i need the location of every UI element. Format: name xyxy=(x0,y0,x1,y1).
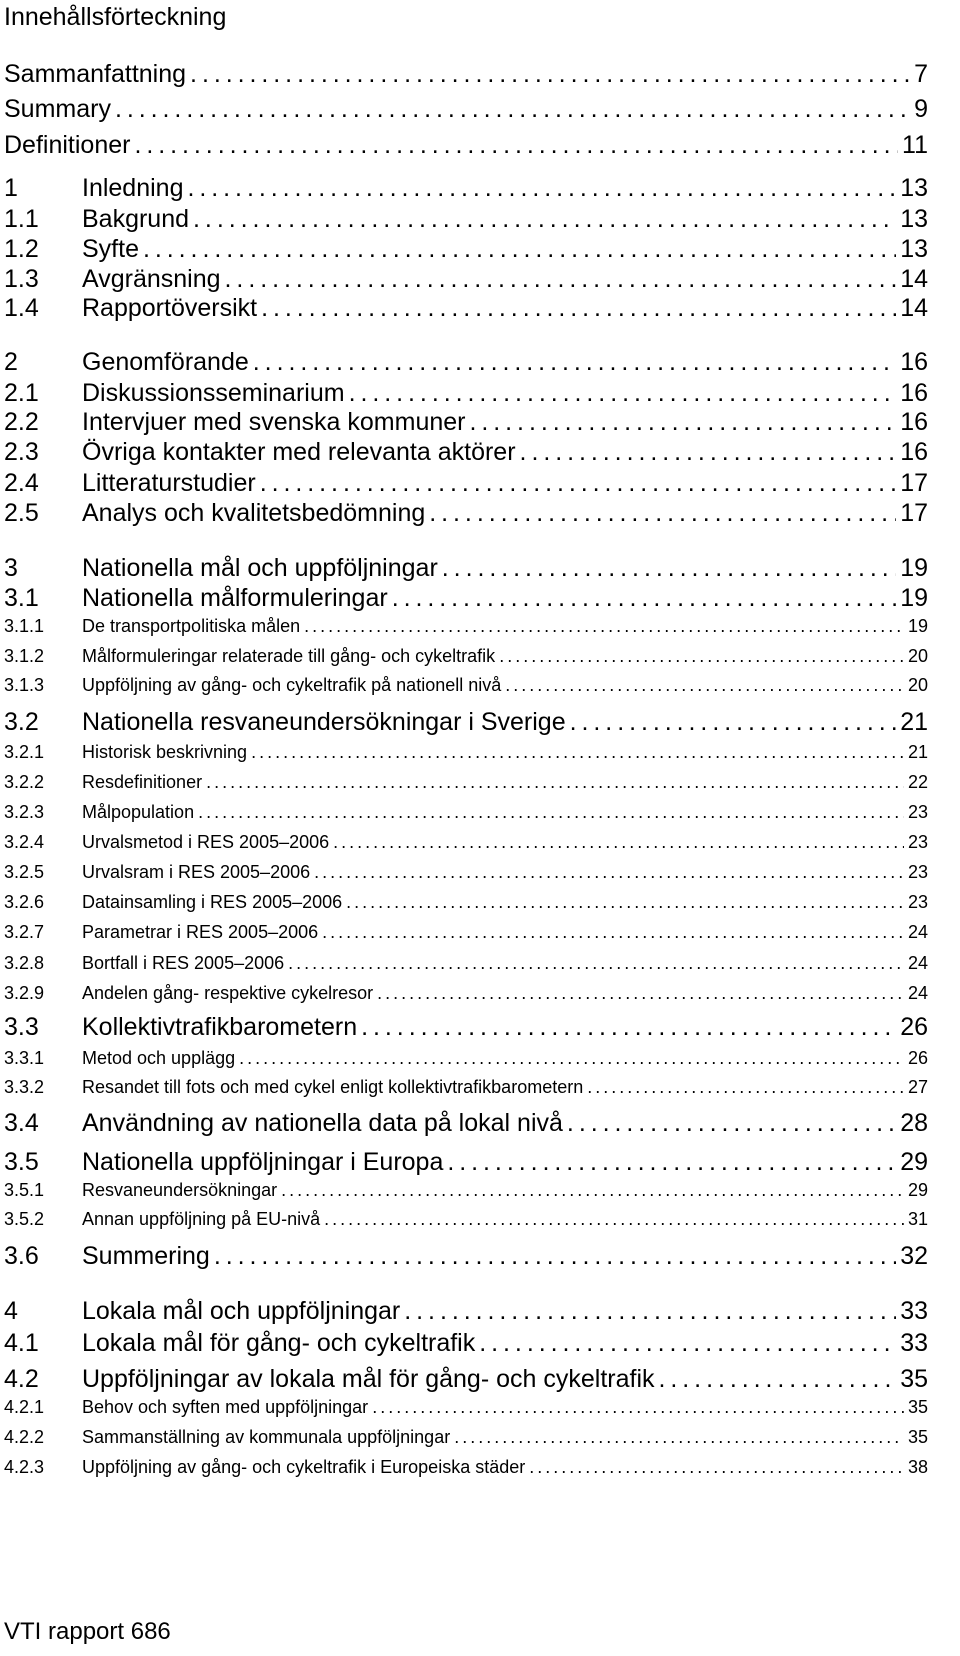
dot-leader xyxy=(377,983,904,1004)
toc-entry-number: 2.1 xyxy=(4,379,39,407)
dot-leader xyxy=(281,1180,904,1201)
toc-entry-page-number: 35 xyxy=(907,1427,928,1447)
toc-entry[interactable] xyxy=(4,205,928,234)
toc-entry-number: 3.3.2 xyxy=(4,1077,45,1097)
toc-entry-page-number: 24 xyxy=(907,983,928,1003)
dot-leader xyxy=(349,379,897,408)
dot-leader xyxy=(214,1242,896,1271)
dot-leader xyxy=(469,408,896,437)
dot-leader xyxy=(520,438,897,467)
toc-entry-title: Rapportöversikt xyxy=(82,294,258,322)
dot-leader xyxy=(324,1209,904,1230)
toc-entry-page-number: 21 xyxy=(907,742,928,762)
toc-entry-page-number: 27 xyxy=(907,1077,928,1097)
toc-entry-page-number: 19 xyxy=(900,554,928,582)
toc-entry[interactable] xyxy=(4,1329,928,1358)
toc-entry-title: Summary xyxy=(4,95,111,123)
toc-entry-number: 3.3 xyxy=(4,1013,39,1041)
toc-entry-number: 3.1.2 xyxy=(4,646,45,666)
dot-leader xyxy=(447,1148,896,1177)
toc-entry-number: 3.6 xyxy=(4,1242,39,1270)
toc-entry-title: Målpopulation xyxy=(82,802,195,822)
toc-entry-page-number: 23 xyxy=(907,892,928,912)
toc-entry-title: Inledning xyxy=(82,174,184,202)
toc-entry[interactable] xyxy=(4,1048,928,1069)
toc-entry-title: Litteraturstudier xyxy=(82,469,256,497)
toc-entry[interactable] xyxy=(4,499,928,528)
dot-leader xyxy=(454,1427,904,1448)
toc-entry-page-number: 32 xyxy=(900,1242,928,1270)
toc-entry-page-number: 19 xyxy=(900,584,928,612)
dot-leader xyxy=(529,1457,904,1478)
toc-entry-title: Annan uppföljning på EU-nivå xyxy=(82,1209,321,1229)
toc-entry-title: Avgränsning xyxy=(82,265,221,293)
dot-leader xyxy=(479,1329,896,1358)
toc-entry-number: 3.1.3 xyxy=(4,675,45,695)
toc-entry-title: Andelen gång- respektive cykelresor xyxy=(82,983,374,1003)
toc-entry-title: Intervjuer med svenska kommuner xyxy=(82,408,466,436)
toc-entry-title: Behov och syften med uppföljningar xyxy=(82,1397,369,1417)
toc-entry-page-number: 14 xyxy=(900,265,928,293)
toc-entry-page-number: 28 xyxy=(900,1109,928,1137)
toc-entry-title: Sammanställning av kommunala uppföljningar xyxy=(82,1427,451,1447)
dot-leader xyxy=(304,616,904,637)
toc-entry-number: 1.1 xyxy=(4,205,39,233)
toc-entry-title: Lokala mål för gång- och cykeltrafik xyxy=(82,1329,476,1357)
toc-entry-number: 3.2.1 xyxy=(4,742,45,762)
toc-entry-number: 3.3.1 xyxy=(4,1048,45,1068)
toc-entry-number: 2.3 xyxy=(4,438,39,466)
toc-entry-number: 1.3 xyxy=(4,265,39,293)
toc-entry-number: 3.2.3 xyxy=(4,802,45,822)
toc-entry-number: 3.2.8 xyxy=(4,953,45,973)
toc-entry-page-number: 23 xyxy=(907,802,928,822)
dot-leader xyxy=(570,708,897,737)
toc-entry-title: Genomförande xyxy=(82,348,249,376)
toc-entry-title: Resvaneundersökningar xyxy=(82,1180,278,1200)
toc-entry-page-number: 23 xyxy=(907,862,928,882)
dot-leader xyxy=(442,554,896,583)
toc-entry-title: Övriga kontakter med relevanta aktörer xyxy=(82,438,516,466)
toc-entry-number: 3.5.2 xyxy=(4,1209,45,1229)
toc-entry[interactable] xyxy=(4,892,928,913)
toc-entry-title: Analys och kvalitetsbedömning xyxy=(82,499,426,527)
toc-entry-page-number: 26 xyxy=(900,1013,928,1041)
toc-entry-title: Målformuleringar relaterade till gång- och cykeltrafik xyxy=(82,646,496,666)
dot-leader xyxy=(190,60,910,89)
dot-leader xyxy=(499,646,904,667)
toc-entry-number: 2.5 xyxy=(4,499,39,527)
toc-entry-number: 3 xyxy=(4,554,18,582)
dot-leader xyxy=(225,265,897,294)
toc-entry-number: 3.2.6 xyxy=(4,892,45,912)
toc-entry-page-number: 33 xyxy=(900,1329,928,1357)
dot-leader xyxy=(143,235,896,264)
toc-entry-page-number: 16 xyxy=(900,348,928,376)
toc-entry-title: Summering xyxy=(82,1242,210,1270)
toc-entry[interactable] xyxy=(4,1457,928,1478)
dot-leader xyxy=(206,772,904,793)
toc-entry[interactable] xyxy=(4,348,928,377)
toc-entry-number: 4.1 xyxy=(4,1329,39,1357)
toc-entry-page-number: 33 xyxy=(900,1297,928,1325)
dot-leader xyxy=(134,131,898,160)
toc-entry[interactable] xyxy=(4,95,928,124)
toc-entry[interactable] xyxy=(4,832,928,853)
toc-entry-number: 3.2.5 xyxy=(4,862,45,882)
toc-entry-page-number: 20 xyxy=(907,675,928,695)
toc-entry-number: 3.1 xyxy=(4,584,39,612)
toc-entry-page-number: 23 xyxy=(907,832,928,852)
toc-entry-page-number: 35 xyxy=(900,1365,928,1393)
toc-entry[interactable] xyxy=(4,708,928,737)
toc-entry[interactable] xyxy=(4,675,928,696)
toc-entry-number: 2.2 xyxy=(4,408,39,436)
report-footer: VTI rapport 686 xyxy=(4,1618,171,1645)
toc-entry-title: Definitioner xyxy=(4,131,131,159)
toc-entry-title: De transportpolitiska målen xyxy=(82,616,301,636)
toc-entry[interactable] xyxy=(4,742,928,763)
toc-entry[interactable] xyxy=(4,983,928,1004)
dot-leader xyxy=(587,1077,904,1098)
toc-entry-number: 2.4 xyxy=(4,469,39,497)
toc-entry-page-number: 14 xyxy=(900,294,928,322)
toc-entry-number: 3.5 xyxy=(4,1148,39,1176)
toc-entry[interactable] xyxy=(4,554,928,583)
toc-entry[interactable] xyxy=(4,1077,928,1098)
dot-leader xyxy=(187,174,896,203)
toc-entry-page-number: 13 xyxy=(900,174,928,202)
toc-entry[interactable] xyxy=(4,616,928,637)
toc-entry[interactable] xyxy=(4,584,928,613)
toc-entry-page-number: 19 xyxy=(907,616,928,636)
toc-entry-page-number: 29 xyxy=(900,1148,928,1176)
toc-entry-title: Nationella uppföljningar i Europa xyxy=(82,1148,444,1176)
toc-entry[interactable] xyxy=(4,131,928,160)
toc-entry-page-number: 16 xyxy=(900,438,928,466)
toc-entry[interactable] xyxy=(4,1209,928,1230)
toc-entry-title: Användning av nationella data på lokal nivå xyxy=(82,1109,563,1137)
toc-entry-page-number: 16 xyxy=(900,379,928,407)
toc-entry-page-number: 21 xyxy=(900,708,928,736)
toc-entry-title: Sammanfattning xyxy=(4,60,187,88)
toc-entry[interactable] xyxy=(4,1109,928,1138)
toc-entry-title: Bakgrund xyxy=(82,205,190,233)
toc-entry-number: 4 xyxy=(4,1297,18,1325)
toc-entry[interactable] xyxy=(4,646,928,667)
toc-entry-page-number: 11 xyxy=(902,131,928,159)
toc-entry-page-number: 38 xyxy=(907,1457,928,1477)
toc-entry-title: Urvalsmetod i RES 2005–2006 xyxy=(82,832,330,852)
toc-entry-page-number: 20 xyxy=(907,646,928,666)
dot-leader xyxy=(314,862,904,883)
dot-leader xyxy=(429,499,896,528)
dot-leader xyxy=(659,1365,897,1394)
dot-leader xyxy=(261,294,896,323)
toc-entry-title: Diskussionsseminarium xyxy=(82,379,345,407)
toc-entry-title: Nationella målformuleringar xyxy=(82,584,388,612)
toc-entry-page-number: 13 xyxy=(900,205,928,233)
dot-leader xyxy=(333,832,904,853)
toc-entry[interactable] xyxy=(4,1365,928,1394)
toc-entry[interactable] xyxy=(4,265,928,294)
toc-entry[interactable] xyxy=(4,379,928,408)
toc-entry-page-number: 26 xyxy=(907,1048,928,1068)
dot-leader xyxy=(251,742,904,763)
toc-entry-page-number: 17 xyxy=(900,499,928,527)
dot-leader xyxy=(505,675,904,696)
toc-entry-page-number: 16 xyxy=(900,408,928,436)
toc-entry-title: Metod och upplägg xyxy=(82,1048,236,1068)
toc-entry[interactable] xyxy=(4,60,928,89)
toc-entry-number: 3.2 xyxy=(4,708,39,736)
dot-leader xyxy=(567,1109,896,1138)
toc-entry-page-number: 22 xyxy=(907,772,928,792)
toc-entry-number: 1.4 xyxy=(4,294,39,322)
dot-leader xyxy=(115,95,910,124)
toc-entry[interactable] xyxy=(4,174,928,203)
dot-leader xyxy=(372,1397,904,1418)
toc-entry-number: 4.2.3 xyxy=(4,1457,45,1477)
toc-entry-title: Bortfall i RES 2005–2006 xyxy=(82,953,285,973)
toc-entry[interactable] xyxy=(4,862,928,883)
toc-entry-title: Kollektivtrafikbarometern xyxy=(82,1013,358,1041)
toc-entry[interactable] xyxy=(4,294,928,323)
toc-heading: Innehållsförteckning xyxy=(4,3,227,31)
toc-entry-page-number: 17 xyxy=(900,469,928,497)
toc-entry-title: Lokala mål och uppföljningar xyxy=(82,1297,401,1325)
dot-leader xyxy=(253,348,896,377)
toc-entry-page-number: 13 xyxy=(900,235,928,263)
toc-entry[interactable] xyxy=(4,1180,928,1201)
toc-entry-title: Urvalsram i RES 2005–2006 xyxy=(82,862,311,882)
dot-leader xyxy=(239,1048,904,1069)
toc-entry[interactable] xyxy=(4,802,928,823)
dot-leader xyxy=(288,953,904,974)
toc-entry-page-number: 31 xyxy=(907,1209,928,1229)
toc-entry-title: Historisk beskrivning xyxy=(82,742,248,762)
toc-entry[interactable] xyxy=(4,1427,928,1448)
toc-entry-title: Datainsamling i RES 2005–2006 xyxy=(82,892,343,912)
dot-leader xyxy=(260,469,896,498)
toc-entry-number: 4.2 xyxy=(4,1365,39,1393)
toc-entry-page-number: 35 xyxy=(907,1397,928,1417)
toc-entry[interactable] xyxy=(4,1297,928,1326)
toc-entry[interactable] xyxy=(4,438,928,467)
dot-leader xyxy=(361,1013,896,1042)
dot-leader xyxy=(322,922,904,943)
toc-entry[interactable] xyxy=(4,1242,928,1271)
toc-entry-number: 3.5.1 xyxy=(4,1180,45,1200)
toc-entry-page-number: 9 xyxy=(914,95,928,123)
toc-entry-number: 3.2.4 xyxy=(4,832,45,852)
dot-leader xyxy=(198,802,904,823)
dot-leader xyxy=(346,892,904,913)
toc-entry-number: 1.2 xyxy=(4,235,39,263)
dot-leader xyxy=(404,1297,896,1326)
toc-entry-number: 1 xyxy=(4,174,18,202)
toc-entry-page-number: 7 xyxy=(914,60,928,88)
toc-entry-page-number: 24 xyxy=(907,953,928,973)
toc-entry-title: Parametrar i RES 2005–2006 xyxy=(82,922,319,942)
toc-entry-number: 3.2.7 xyxy=(4,922,45,942)
toc-entry[interactable] xyxy=(4,953,928,974)
toc-entry-title: Uppföljning av gång- och cykeltrafik på nationell nivå xyxy=(82,675,502,695)
toc-entry[interactable] xyxy=(4,1148,928,1177)
toc-entry[interactable] xyxy=(4,235,928,264)
toc-entry[interactable] xyxy=(4,1397,928,1418)
toc-entry-title: Uppföljning av gång- och cykeltrafik i Europeiska städer xyxy=(82,1457,526,1477)
toc-entry[interactable] xyxy=(4,408,928,437)
toc-entry-number: 3.2.2 xyxy=(4,772,45,792)
toc-entry-page-number: 24 xyxy=(907,922,928,942)
toc-entry-title: Resandet till fots och med cykel enligt kollektivtrafikbarometern xyxy=(82,1077,584,1097)
dot-leader xyxy=(193,205,896,234)
toc-entry[interactable] xyxy=(4,1013,928,1042)
toc-entry-number: 3.1.1 xyxy=(4,616,45,636)
toc-entry[interactable] xyxy=(4,922,928,943)
toc-entry-number: 4.2.2 xyxy=(4,1427,45,1447)
toc-entry-number: 2 xyxy=(4,348,18,376)
toc-entry-title: Resdefinitioner xyxy=(82,772,203,792)
toc-entry-number: 3.4 xyxy=(4,1109,39,1137)
toc-entry-title: Syfte xyxy=(82,235,139,263)
toc-entry[interactable] xyxy=(4,772,928,793)
toc-entry-page-number: 29 xyxy=(907,1180,928,1200)
toc-entry-title: Nationella resvaneundersökningar i Sverige xyxy=(82,708,566,736)
toc-entry-title: Uppföljningar av lokala mål för gång- och cykeltrafik xyxy=(82,1365,655,1393)
dot-leader xyxy=(392,584,896,613)
toc-entry-title: Nationella mål och uppföljningar xyxy=(82,554,438,582)
toc-entry-number: 3.2.9 xyxy=(4,983,45,1003)
toc-entry-number: 4.2.1 xyxy=(4,1397,45,1417)
toc-entry[interactable] xyxy=(4,469,928,498)
